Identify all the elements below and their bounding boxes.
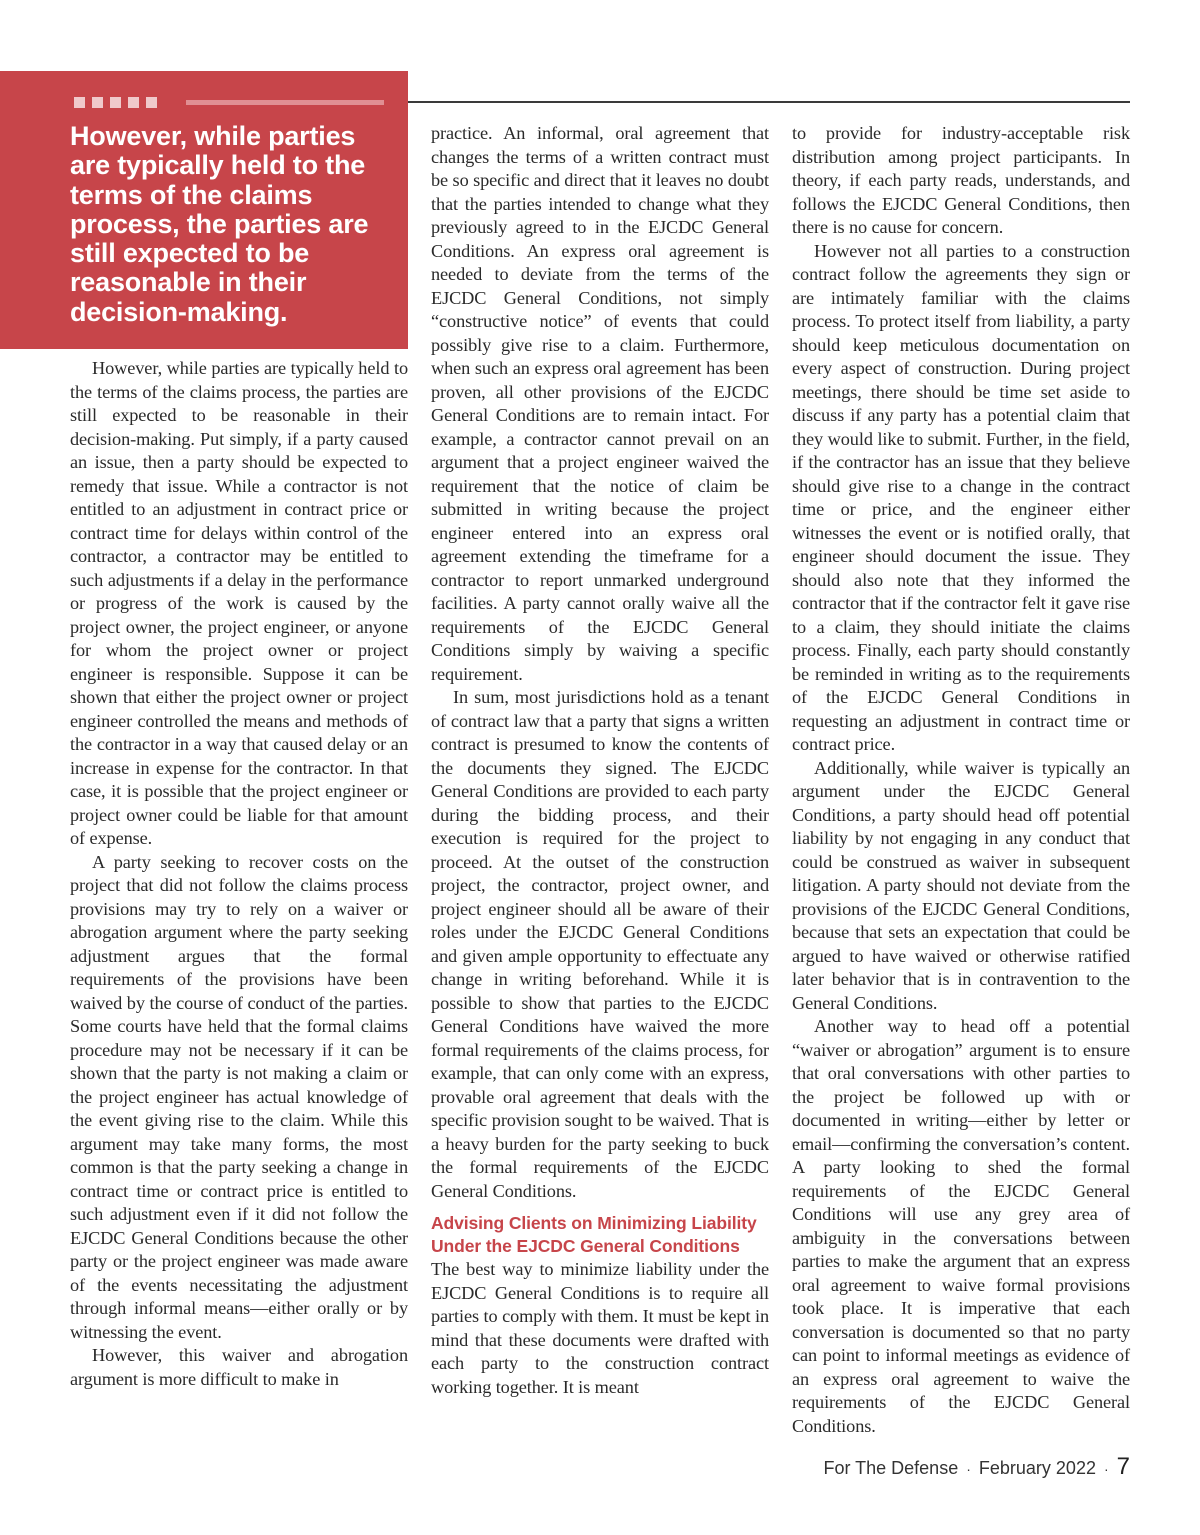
column-2	[431, 122, 769, 1399]
page-footer	[823, 1453, 1130, 1481]
square-icon	[92, 97, 103, 108]
paragraph: However not all parties to a construction contract follow the agreements they sign or are intimately familiar with the claims process. To protect itself from liability, a party should keep meticulous documentation on every aspect of construction. During project meetings, there should be time set aside to discuss if any party has a potential claim that they would like to submit. Further, in the field, if the contractor has an issue that they believe should give rise to a change in the contract time or price, and the engineer either witnesses the event or is notified orally, that engineer should document the issue. They should also note that they informed the contractor that if the contractor felt it gave rise to a claim, they should initiate the claims process. Finally, each party should constantly be reminded in writing as to the requirements of the EJCDC General Conditions in requesting an adjustment in contract time or contract price.	[792, 240, 1130, 754]
paragraph: However, this waiver and abrogation argument is more difficult to make in	[70, 1345, 408, 1389]
pull-quote: However, while parties are typically held to the terms of the claims process, the parties are still expected to be reasonable in their decision-making.	[70, 121, 369, 327]
separator: ·	[966, 1461, 971, 1477]
square-icon	[128, 97, 139, 108]
paragraph: The best way to minimize liability under the EJCDC General Conditions is to require all parties to comply with them. It must be kept in mind that these documents were drafted with each party to the construction contract working together. It is meant	[431, 1259, 769, 1397]
column-1	[70, 357, 408, 1391]
square-icon	[110, 97, 121, 108]
page-number: 7	[1116, 1453, 1130, 1480]
paragraph: Additionally, while waiver is typically an argument under the EJCDC General Conditions, a party should head off potential liability by not engaging in any conduct that could be construed as waiver in subsequent litigation. A party should not deviate from the provisions of the EJCDC General Conditions, because that sets an expectation that could be argued to have waived or otherwise ratified later behavior that is in contravention to the General Conditions.	[792, 757, 1130, 1013]
paragraph: However, while parties are typically held to the terms of the claims process, the parties are still expected to be reasonable in their decision-making. Put simply, if a party caused an issue, then a party should be expected to remedy that issue. While a contractor is not entitled to an adjustment in contract price or contract time for delays within control of the contractor, a contractor may be entitled to such adjustments if a delay in the performance or progress of the work is caused by the project owner, the project engineer, or anyone for whom the project owner or project engineer is responsible. Suppose it can be shown that either the project owner or project engineer controlled the means and methods of the contractor in a way that caused delay or an increase in expense for the contractor. In that case, it is possible that the project engineer or project owner could be liable for that amount of expense.	[70, 358, 408, 848]
paragraph: Another way to head off a potential “waiver or abrogation” argument is to ensure that oral conversations with other parties to the project be followed up with or documented in writing—either by letter or email—confirming the conversation’s content. A party looking to shed the formal requirements of the EJCDC General Conditions will use any grey area of ambiguity in the conversations between parties to make the argument that an express oral agreement to waive formal provisions took place. It is imperative that each conversation is documented so that no party can point to informal meetings as evidence of an express oral agreement to waive the requirements of the EJCDC General Conditions.	[792, 1016, 1130, 1436]
decorative-squares	[74, 97, 157, 108]
paragraph: In sum, most jurisdictions hold as a tenant of contract law that a party that signs a written contract is presumed to know the contents of the documents they signed. The EJCDC General Conditions are provided to each party during the bidding process, and their execution is required for the project to proceed. At the outset of the construction project, the contractor, project owner, and project engineer should all be aware of their roles under the EJCDC General Conditions and given ample opportunity to effectuate any change in writing beforehand. While it is possible to show that parties to the EJCDC General Conditions have waived the more formal requirements of the claims process, for example, that can only come with an express, provable oral agreement that deals with the specific provision sought to be waived. That is a heavy burden for the party seeking to buck the formal requirements of the EJCDC General Conditions.	[431, 687, 769, 1201]
publication-name: For The Defense	[823, 1458, 959, 1478]
paragraph: practice. An informal, oral agreement that changes the terms of a written contract must be so specific and direct that it leaves no doubt that the parties intended to change what they previously agreed to in the EJCDC General Conditions. An express oral agreement is needed to deviate from the terms of the EJCDC General Conditions, not simply “constructive notice” of events that could possibly give rise to a claim. Furthermore, when such an express oral agreement has been proven, all other provisions of the EJCDC General Conditions are to remain intact. For example, a contractor cannot prevail on an argument that a project engineer waived the requirement that the notice of claim be submitted in writing because the project engineer entered into an express oral agreement extending the timeframe for a contractor to report unmarked underground facilities. A party cannot orally waive all the requirements of the EJCDC General Conditions simply by waiving a specific requirement.	[431, 123, 769, 684]
square-icon	[74, 97, 85, 108]
issue-date: February 2022	[978, 1458, 1096, 1478]
separator: ·	[1103, 1461, 1109, 1477]
header-rule	[408, 101, 1130, 103]
paragraph: to provide for industry-acceptable risk distribution among project participants. In theory, if each party reads, understands, and follows the EJCDC General Conditions, then there is no cause for concern.	[792, 123, 1130, 237]
paragraph: A party seeking to recover costs on the project that did not follow the claims process provisions may try to rely on a waiver or abrogation argument where the party seeking adjustment argues that the formal requirements of the provisions have been waived by the course of conduct of the parties. Some courts have held that the formal claims procedure may not be necessary if it can be shown that the party is not making a claim or the project engineer has actual knowledge of the event giving rise to the claim. While this argument may take many forms, the most common is that the party seeking a change in contract time or contract price is entitled to such adjustment even if it did not follow the EJCDC General Conditions because the other party or the project engineer was made aware of the events necessitating the adjustment through informal means—either orally or by witnessing the event.	[70, 851, 408, 1342]
decorative-rule	[186, 100, 384, 105]
square-icon	[146, 97, 157, 108]
column-3	[792, 122, 1130, 1438]
section-heading: Advising Clients on Minimizing Liability Under the EJCDC General Conditions	[431, 1213, 757, 1256]
